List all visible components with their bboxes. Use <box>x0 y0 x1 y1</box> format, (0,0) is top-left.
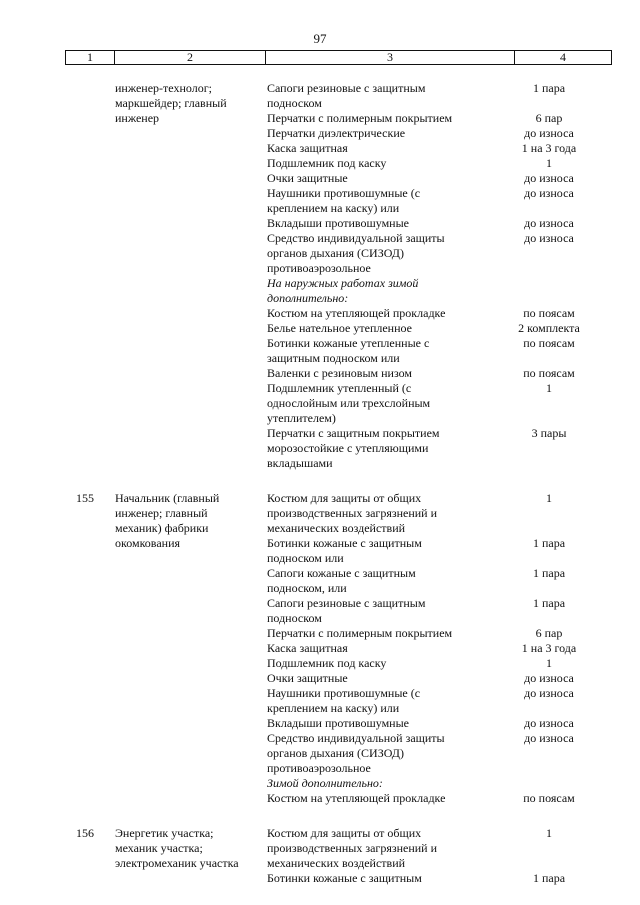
ppe-item <box>267 566 627 596</box>
ppe-item-name: Перчатки с полимерным покрытием <box>267 626 453 640</box>
table-header-row <box>65 50 612 65</box>
ppe-item-name: Перчатки диэлектрические <box>267 126 406 140</box>
ppe-item-quantity: 1 на 3 года <box>521 641 577 655</box>
occupation-cell <box>115 491 260 551</box>
ppe-item <box>267 171 627 186</box>
ppe-item-quantity: 1 пара <box>532 536 566 550</box>
ppe-item <box>267 381 627 426</box>
ppe-item <box>267 276 627 306</box>
ppe-item-quantity: 6 пар <box>535 626 563 640</box>
ppe-item <box>267 686 627 716</box>
ppe-item <box>267 776 627 791</box>
ppe-item <box>267 641 627 656</box>
ppe-item-quantity: 1 пара <box>532 566 566 580</box>
ppe-item-name: Белье нательное утепленное <box>267 321 412 335</box>
occupation-line: механик) фабрики <box>115 521 209 535</box>
ppe-item-quantity: до износа <box>524 686 574 700</box>
ppe-item-name: Подшлемник под каску <box>267 656 387 670</box>
ppe-item-quantity: 1 <box>546 381 552 395</box>
ppe-item-quantity: по поясам <box>523 336 575 350</box>
ppe-item-name: Костюм для защиты от общих производственных загрязнений и механических воздействий <box>267 826 438 870</box>
ppe-item-name: Костюм на утепляющей прокладке <box>267 791 446 805</box>
ppe-item <box>267 156 627 171</box>
ppe-item-name: Валенки с резиновым низом <box>267 366 413 380</box>
ppe-item-quantity: до износа <box>524 231 574 245</box>
ppe-item-quantity: до износа <box>524 216 574 230</box>
column-header: 3 <box>266 51 515 64</box>
occupation-line: окомкования <box>115 536 181 550</box>
ppe-item <box>267 791 627 806</box>
ppe-item-name: Вкладыши противошумные <box>267 716 409 730</box>
column-header: 2 <box>115 51 266 64</box>
ppe-item-name: Ботинки кожаные с защитным подноском или <box>267 536 422 565</box>
ppe-item-name: Костюм для защиты от общих производственных загрязнений и механических воздействий <box>267 491 438 535</box>
ppe-item <box>267 111 627 126</box>
occupation-line: Энергетик участка; <box>115 826 214 840</box>
occupation-line: инженер <box>115 111 160 125</box>
ppe-item-name: Подшлемник под каску <box>267 156 387 170</box>
ppe-item <box>267 336 627 366</box>
ppe-item-quantity: 1 <box>546 656 552 670</box>
occupation-line: механик участка; <box>115 841 203 855</box>
ppe-item-quantity: до износа <box>524 671 574 685</box>
ppe-item-name: Сапоги резиновые с защитным подноском <box>267 81 426 110</box>
ppe-item <box>267 366 627 381</box>
row-number: 155 <box>76 491 94 505</box>
ppe-item <box>267 81 627 111</box>
column-header: 4 <box>560 50 566 64</box>
ppe-item-quantity: до износа <box>524 126 574 140</box>
ppe-item <box>267 626 627 641</box>
ppe-item <box>267 671 627 686</box>
ppe-item-name: Перчатки с защитным покрытием морозостойкие с утепляющими вкладышами <box>267 426 440 470</box>
ppe-item-quantity <box>485 776 603 791</box>
column-header: 1 <box>66 51 115 64</box>
ppe-item-name: Перчатки с полимерным покрытием <box>267 111 453 125</box>
ppe-item-quantity: 1 пара <box>532 871 566 885</box>
ppe-item <box>267 596 627 626</box>
ppe-item <box>267 716 627 731</box>
ppe-item-name: Наушники противошумные (с креплением на каску) или <box>267 186 421 215</box>
ppe-item <box>267 536 627 566</box>
ppe-item-quantity: 3 пары <box>531 426 567 440</box>
ppe-item-quantity: до износа <box>524 716 574 730</box>
ppe-item <box>267 186 627 216</box>
ppe-item-quantity: до износа <box>524 186 574 200</box>
ppe-item <box>267 826 627 871</box>
ppe-item <box>267 321 627 336</box>
ppe-item <box>267 216 627 231</box>
ppe-item-name: Очки защитные <box>267 171 348 185</box>
ppe-item-name: Средство индивидуальной защиты органов дыхания (СИЗОД) противоаэрозольное <box>267 231 445 275</box>
ppe-item-name: Вкладыши противошумные <box>267 216 409 230</box>
ppe-item <box>267 231 627 276</box>
ppe-item <box>267 306 627 321</box>
ppe-item-quantity: до износа <box>524 171 574 185</box>
ppe-item <box>267 491 627 536</box>
ppe-item-name: Ботинки кожаные с защитным <box>267 871 422 885</box>
ppe-item-name: Каска защитная <box>267 141 348 155</box>
ppe-item-quantity: 1 на 3 года <box>521 141 577 155</box>
ppe-item-quantity: 1 <box>546 156 552 170</box>
ppe-item <box>267 656 627 671</box>
ppe-item-quantity: 1 пара <box>532 596 566 610</box>
ppe-item <box>267 871 627 886</box>
ppe-items-cell <box>267 81 627 471</box>
occupation-line: электромеханик участка <box>115 856 239 870</box>
ppe-item-quantity: 1 пара <box>532 81 566 95</box>
page-number: 97 <box>313 31 327 46</box>
occupation-line: маркшейдер; главный <box>115 96 227 110</box>
occupation-line: инженер-технолог; <box>115 81 212 95</box>
ppe-item-name: Зимой дополнительно: <box>267 776 383 790</box>
occupation-line: Начальник (главный <box>115 491 220 505</box>
ppe-item <box>267 126 627 141</box>
ppe-item-quantity: 2 комплекта <box>518 321 580 335</box>
ppe-item-name: Средство индивидуальной защиты органов дыхания (СИЗОД) противоаэрозольное <box>267 731 445 775</box>
occupation-cell <box>115 826 260 871</box>
ppe-item-name: Сапоги резиновые с защитным подноском <box>267 596 426 625</box>
ppe-item-quantity: 6 пар <box>535 111 563 125</box>
ppe-item-name: Подшлемник утепленный (с однослойным или трехслойным утеплителем) <box>267 381 431 425</box>
ppe-items-cell <box>267 491 627 806</box>
ppe-item <box>267 141 627 156</box>
ppe-item-name: Наушники противошумные (с креплением на каску) или <box>267 686 421 715</box>
ppe-items-cell <box>267 826 627 886</box>
ppe-item-quantity: по поясам <box>523 306 575 320</box>
ppe-item-quantity: 1 <box>546 491 552 505</box>
ppe-item-quantity <box>485 276 603 306</box>
ppe-item-quantity: до износа <box>524 731 574 745</box>
ppe-item-name: Сапоги кожаные с защитным подноском, или <box>267 566 416 595</box>
ppe-item-name: Каска защитная <box>267 641 348 655</box>
row-number: 156 <box>76 826 94 840</box>
ppe-item <box>267 731 627 776</box>
occupation-cell <box>115 81 260 126</box>
ppe-item <box>267 426 627 471</box>
ppe-item-name: На наружных работах зимой дополнительно: <box>267 276 419 305</box>
ppe-item-name: Ботинки кожаные утепленные с защитным подноском или <box>267 336 430 365</box>
ppe-item-quantity: по поясам <box>523 366 575 380</box>
occupation-line: инженер; главный <box>115 506 208 520</box>
ppe-item-quantity: по поясам <box>523 791 575 805</box>
ppe-item-name: Костюм на утепляющей прокладке <box>267 306 446 320</box>
ppe-item-name: Очки защитные <box>267 671 348 685</box>
ppe-item-quantity: 1 <box>546 826 552 840</box>
